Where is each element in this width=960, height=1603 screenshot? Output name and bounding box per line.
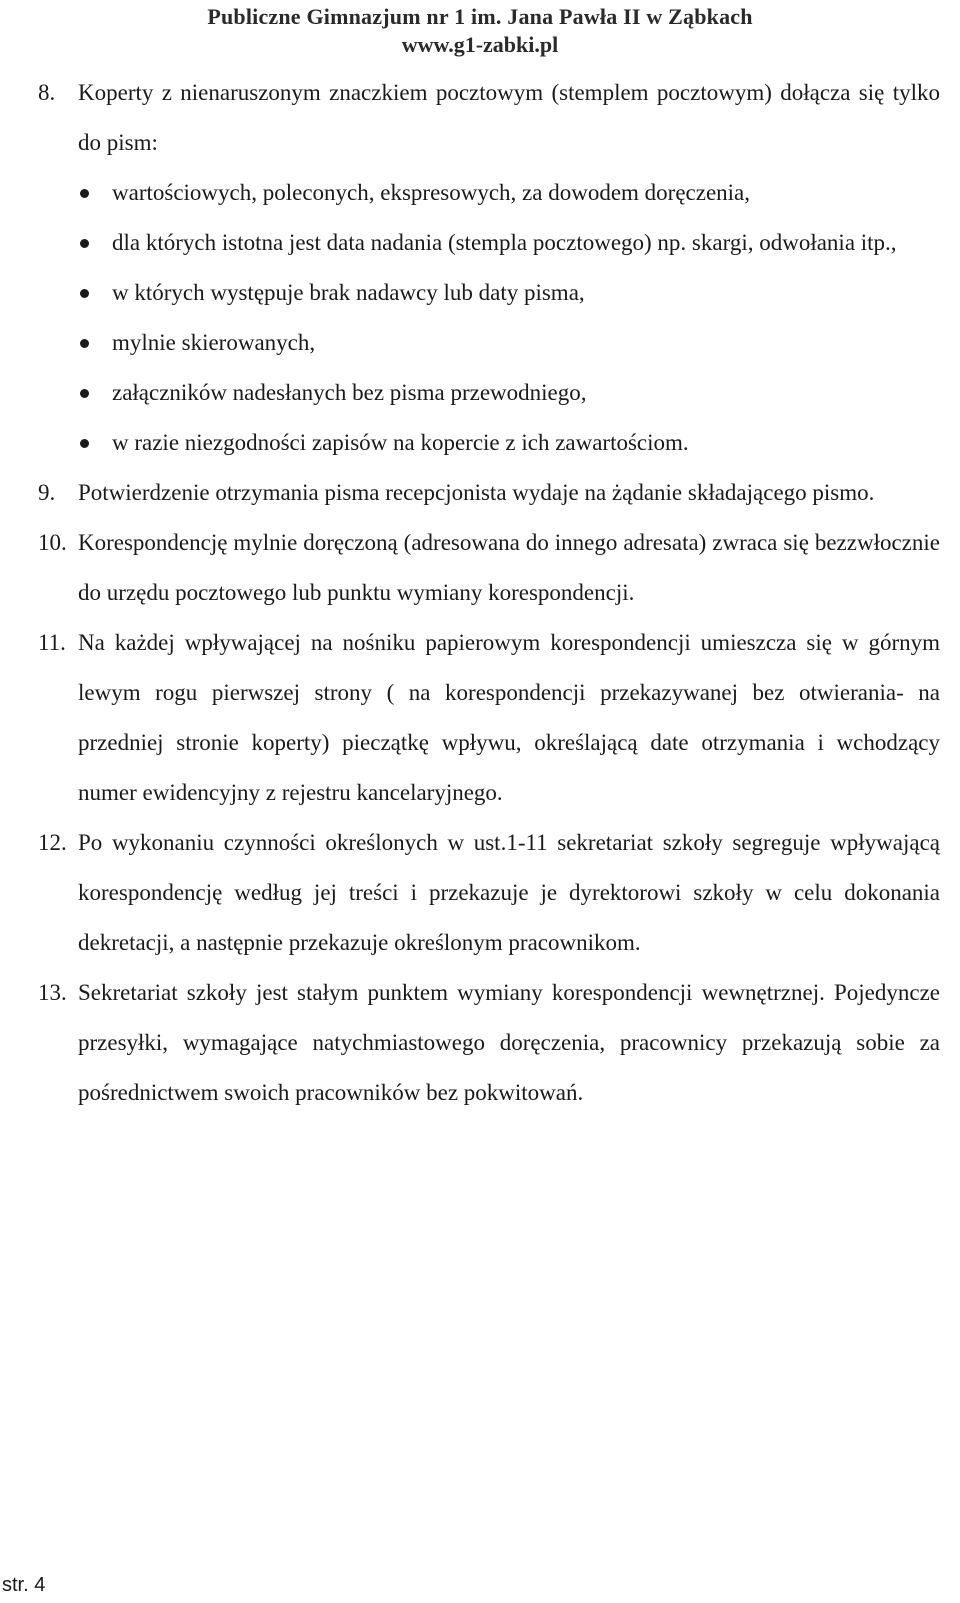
paragraph-13: [38, 968, 940, 1118]
paragraph-text: Korespondencję mylnie doręczoną (adresowana do innego adresata) zwraca się bezzwłocznie do urzędu pocztowego lub punktu wymiany korespondencji.: [78, 530, 940, 605]
paragraph-number: 9.: [38, 480, 56, 505]
school-url: www.g1-zabki.pl: [401, 32, 559, 57]
list-item: dla których istotna jest data nadania (stempla pocztowego) np. skargi, odwołania itp.,: [38, 218, 940, 268]
paragraph-10: [38, 518, 940, 618]
document-body: [38, 68, 940, 1118]
paragraph-text: Sekretariat szkoły jest stałym punktem wymiany korespondencji wewnętrznej. Pojedyncze przesyłki, wymagające natychmiastowego doręczenia, pracownicy przekazują sobie za pośrednictwem swoich pracowników bez pokwitowań.: [78, 980, 940, 1105]
bullet-icon: [80, 289, 89, 298]
paragraph-9: [38, 468, 940, 518]
paragraph-text: Na każdej wpływającej na nośniku papierowym korespondencji umieszcza się w górnym lewym rogu pierwszej strony ( na korespondencji przekazywanej bez otwierania- na przedniej stronie koperty) pieczątkę wpływu, określającą date otrzymania i wchodzący numer ewidencyjny z rejestru kancelaryjnego.: [78, 630, 940, 805]
bullet-icon: [80, 189, 89, 198]
bullet-icon: [80, 389, 89, 398]
bullet-icon: [80, 439, 89, 448]
list-item: w których występuje brak nadawcy lub daty pisma,: [38, 268, 940, 318]
paragraph-text: Koperty z nienaruszonym znaczkiem pocztowym (stemplem pocztowym) dołącza się tylko do pism:: [78, 80, 940, 155]
bullet-icon: [80, 339, 89, 348]
paragraph-text: Po wykonaniu czynności określonych w ust.1-11 sekretariat szkoły segreguje wpływającą korespondencję według jej treści i przekazuje je dyrektorowi szkoły w celu dokonania dekretacji, a następnie przekazuje określonym pracownikom.: [78, 830, 940, 955]
paragraph-number: 13.: [38, 980, 67, 1005]
list-item: w razie niezgodności zapisów na kopercie z ich zawartościom.: [38, 418, 940, 468]
paragraph-number: 10.: [38, 530, 67, 555]
page-number: str. 4: [2, 1574, 46, 1596]
bullet-icon: [80, 239, 89, 248]
paragraph-number: 12.: [38, 830, 67, 855]
bullet-list: [38, 168, 940, 468]
paragraph-number: 8.: [38, 80, 56, 105]
paragraph-text: Potwierdzenie otrzymania pisma recepcjonista wydaje na żądanie składającego pismo.: [78, 480, 875, 505]
list-item: mylnie skierowanych,: [38, 318, 940, 368]
list-item: wartościowych, poleconych, ekspresowych, za dowodem doręczenia,: [38, 168, 940, 218]
paragraph-12: [38, 818, 940, 968]
page-header: [0, 2, 960, 58]
paragraph-number: 11.: [38, 630, 66, 655]
paragraph-8: [38, 68, 940, 168]
paragraph-11: [38, 618, 940, 818]
school-name: Publiczne Gimnazjum nr 1 im. Jana Pawła II w Ząbkach: [207, 4, 753, 29]
list-item: załączników nadesłanych bez pisma przewodniego,: [38, 368, 940, 418]
